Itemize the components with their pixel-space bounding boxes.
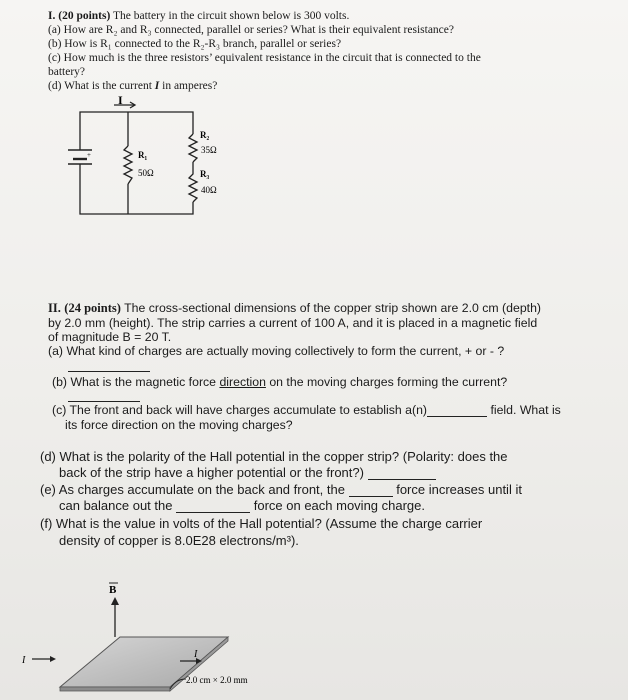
q2-part-b-direction: direction <box>219 375 266 389</box>
q1-part-d-variable: I <box>154 80 160 92</box>
circuit-diagram <box>60 92 220 222</box>
q1-part-d-text-end: in amperes? <box>159 80 218 92</box>
q2-part-e-text-mid: force increases until it <box>396 482 522 497</box>
current-in-arrowhead <box>50 656 56 662</box>
r2-resistor <box>189 134 197 162</box>
circuit-current-label: I <box>118 93 123 107</box>
q2-part-e-blank-2[interactable] <box>176 500 250 513</box>
q2-part-c-line2: its force direction on the moving charges? <box>65 418 293 432</box>
r1-label: R₁ <box>138 150 148 160</box>
q1-stem-text: The battery in the circuit shown below is 300 volts. <box>112 10 350 22</box>
q2-part-f-line2: density of copper is 8.0E28 electrons/m³). <box>59 533 299 548</box>
q2-part-c-text-end: field. What is <box>490 403 561 417</box>
q1-points: (20 points) <box>58 10 111 22</box>
q2-stem-line2: by 2.0 mm (height). The strip carries a current of 100 A, and it is placed in a magnetic field <box>48 316 538 330</box>
q2-part-d-line1: (d) What is the polarity of the Hall potential in the copper strip? (Polarity: does the <box>40 449 508 464</box>
r2-label: R₂ <box>200 130 210 140</box>
q2-stem-line1 <box>48 301 541 316</box>
q2-part-c-line1 <box>52 403 561 417</box>
q2-part-e-text-end: force on each moving charge. <box>253 498 426 513</box>
q2-part-e-line2 <box>59 498 425 513</box>
r3-label: R₃ <box>200 169 210 179</box>
r3-value: 40Ω <box>201 185 217 195</box>
q1-part-a: (a) How are R₂ and R₃ connected, parallel or series? What is their equivalent resistance? <box>48 24 454 36</box>
b-field-arrowhead <box>111 597 119 605</box>
q2-stem-line3: of magnitude B = 20 T. <box>48 330 172 344</box>
q2-part-e-line1 <box>40 482 522 497</box>
q2-part-d-line2 <box>59 465 436 480</box>
q1-part-d-text: (d) What is the current <box>48 80 155 92</box>
q1-part-c-line2: battery? <box>48 66 86 78</box>
current-out-label: I <box>194 649 198 660</box>
q1-stem <box>48 10 349 22</box>
q2-part-d-text: back of the strip have a higher potential or the front?) <box>59 465 364 480</box>
q2-stem-text: The cross-sectional dimensions of the copper strip shown are 2.0 cm (depth) <box>124 301 542 315</box>
r1-value: 50Ω <box>138 168 154 178</box>
q2-part-b-answer-line <box>68 401 140 402</box>
q2-part-a-answer-line <box>68 371 150 372</box>
copper-strip-figure <box>20 575 320 697</box>
b-field-label: B <box>109 584 117 596</box>
top-wire <box>80 112 193 150</box>
r2-value: 35Ω <box>201 145 217 155</box>
strip-front-edge <box>60 687 170 691</box>
battery-plus-sign: + <box>87 151 91 159</box>
bottom-wire <box>80 170 193 214</box>
q2-points: (24 points) <box>64 301 121 315</box>
q2-part-d-blank[interactable] <box>368 467 436 480</box>
current-in-label: I <box>22 655 26 666</box>
q2-part-c-blank[interactable] <box>427 404 487 417</box>
r1-resistor <box>124 146 132 184</box>
q2-part-c-text: (c) The front and back will have charges accumulate to establish a(n) <box>52 403 428 417</box>
q2-number: II. <box>48 301 61 315</box>
q1-part-b: (b) How is R₁ connected to the R₂-R₃ branch, parallel or series? <box>48 38 342 50</box>
q2-part-f-line1: (f) What is the value in volts of the Hall potential? (Assume the charge carrier <box>40 516 483 531</box>
q2-part-e-text: (e) As charges accumulate on the back and front, the <box>40 482 345 497</box>
q2-part-b <box>52 375 507 389</box>
q2-part-a: (a) What kind of charges are actually moving collectively to form the current, + or - ? <box>48 344 505 358</box>
r3-resistor <box>189 162 197 202</box>
q2-part-e-text-2: can balance out the <box>59 498 173 513</box>
q2-part-e-blank-1[interactable] <box>349 484 393 497</box>
q2-part-b-text-end: on the moving charges forming the current? <box>265 375 508 389</box>
q1-part-c-line1: (c) How much is the three resistors’ equivalent resistance in the circuit that is connected to the <box>48 52 481 64</box>
q1-number: I. <box>48 10 56 22</box>
strip-dimensions-label: 2.0 cm × 2.0 mm <box>186 675 248 685</box>
q2-part-b-text: (b) What is the magnetic force <box>52 375 220 389</box>
q1-part-d <box>48 80 217 92</box>
